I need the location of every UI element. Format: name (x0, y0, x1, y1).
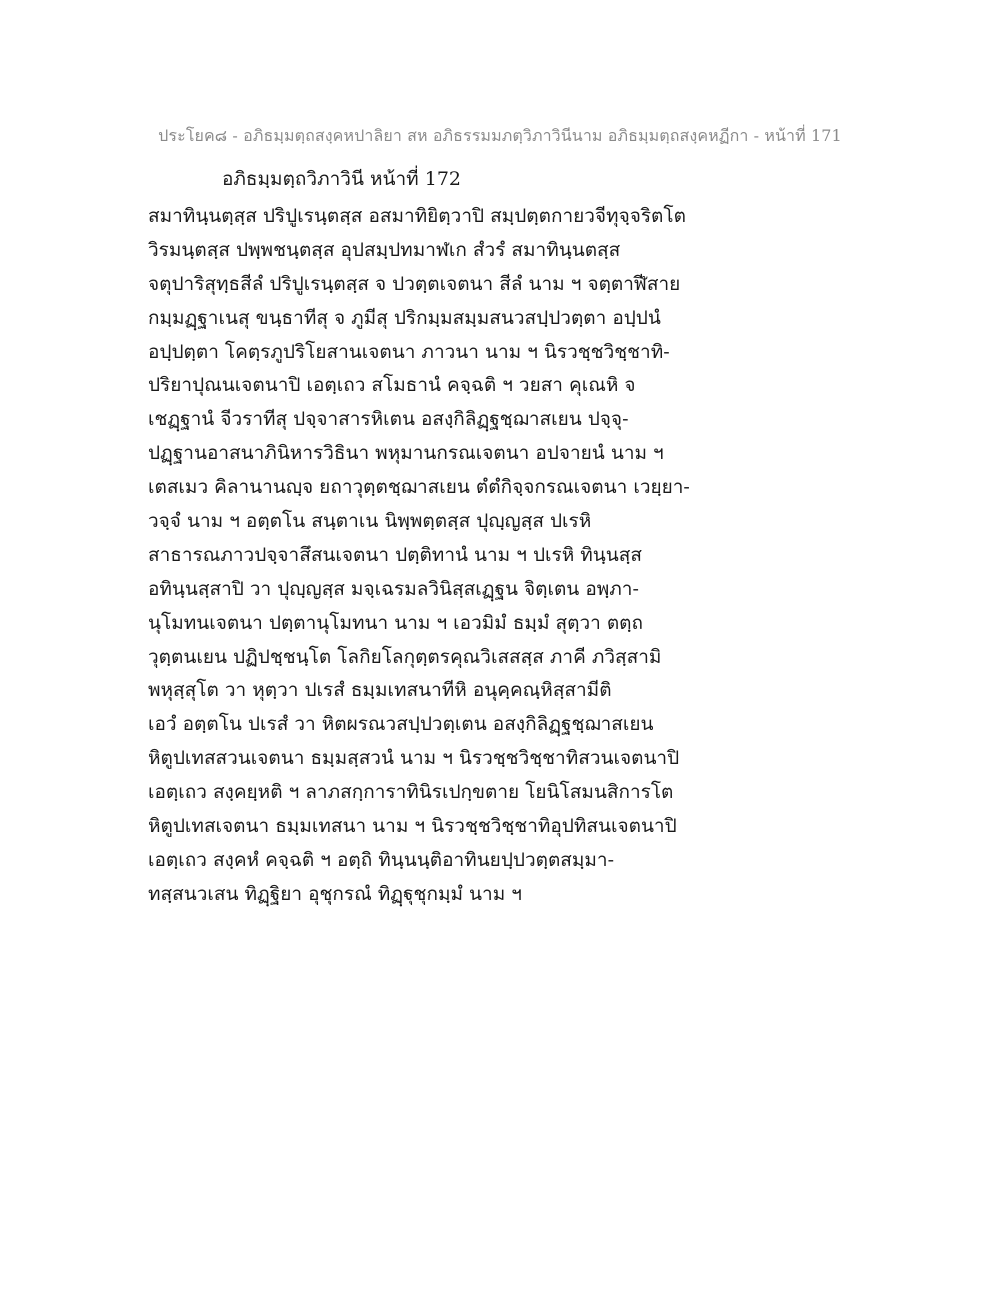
text-line: จตุปาริสุทฺธสีลํ ปริปูเรนฺตสฺส จ ปวตฺตเจตนา สีลํ นาม ฯ จตฺตาฬีสาย (148, 272, 681, 295)
text-line: ปฏฺฐานอาสนาภินิหารวิธินา พหุมานกรณเจตนา อปจายนํ นาม ฯ (148, 442, 664, 465)
text-line: เอตฺเถว สงฺคยฺหติ ฯ ลาภสกฺการาทินิรเปกฺขตาย โยนิโสมนสิการโต (148, 781, 674, 804)
text-line: เตสเมว คิลานานญฺจ ยถาวุตฺตชฺฌาสเยน ตํตํกิจฺจกรณเจตนา เวยฺยา- (148, 476, 690, 499)
text-line: เอวํ อตฺตโน ปเรสํ วา หิตผรณวสปฺปวตฺเตน อสงฺกิลิฏฺฐชฺฌาสเยน (148, 713, 654, 736)
text-line: พหุสฺสุโต วา หุตฺวา ปเรสํ ธมฺมเทสนาทีหิ อนุคฺคณฺหิสฺสามีติ (148, 679, 612, 702)
text-line: หิตูปเทสเจตนา ธมฺมเทสนา นาม ฯ นิรวชฺชวิชฺชาทิอุปทิสนเจตนาปิ (148, 815, 677, 838)
text-line: สมาทินฺนตฺสฺส ปริปูเรนฺตสฺส อสมาทิยิตฺวาปิ สมฺปตฺตกายวจีทุจฺจริตโต (148, 205, 686, 227)
text-line: วุตฺตนเยน ปฏิปชฺชนฺโต โลกิยโลกุตฺตรคุณวิเสสสฺส ภาคี ภวิสฺสามิ (148, 645, 662, 668)
text-line: วจฺจํ นาม ฯ อตฺตโน สนฺตาเน นิพฺพตฺตสฺส ปุญฺญสฺส ปเรหิ (148, 510, 592, 533)
text-line: หิตูปเทสสวนเจตนา ธมฺมสฺสวนํ นาม ฯ นิรวชฺชวิชฺชาทิสวนเจตนาปิ (148, 747, 680, 770)
text-line: อทินฺนสฺสาปิ วา ปุญฺญสฺส มจฺเฉรมลวินิสฺสเฏฺฐน จิตฺเตน อพฺภา- (148, 577, 639, 600)
text-line: นุโมทนเจตนา ปตฺตานุโมทนา นาม ฯ เอวมิมํ ธมฺมํ สุตฺวา ตตฺถ (148, 611, 644, 634)
body-text (148, 202, 848, 914)
text-line: สาธารณภาวปจฺจาสึสนเจตนา ปตฺติทานํ นาม ฯ ปเรหิ ทินฺนสฺส (148, 543, 642, 566)
text-line: เอตฺเถว สงฺคหํ คจฺฉติ ฯ อตฺถิ ทินฺนนฺติอาทินยปฺปวตฺตสมฺมา- (148, 848, 615, 871)
text-line: ทสฺสนวเสน ทิฏฺฐิยา อุชุกรณํ ทิฏฺฐุชุกมฺมํ นาม ฯ (148, 882, 522, 905)
text-line: กมฺมฏฺฐาเนสุ ขนฺธาทีสุ จ ภูมีสุ ปริกมฺมสมฺมสนวสปฺปวตฺตา อปฺปนํ (148, 306, 661, 329)
text-line: เชฏฺฐานํ จีวราทีสุ ปจฺจาสารหิเตน อสงฺกิลิฏฺฐชฺฌาสเยน ปจฺจุ- (148, 408, 629, 431)
text-line: วิรมนฺตสฺส ปพฺพชนฺตสฺส อุปสมฺปทมาฬเก สํวรํ สมาทินฺนตสฺส (148, 238, 621, 261)
text-line: อปฺปตฺตา โคตฺรภูปริโยสานเจตนา ภาวนา นาม ฯ นิรวชฺชวิชฺชาทิ- (148, 340, 670, 363)
page-heading: อภิธมฺมตฺถวิภาวินี หน้าที่ 172 (222, 168, 461, 190)
text-line: ปริยาปุณนเจตนาปิ เอตฺเถว สโมธานํ คจฺฉติ ฯ วยสา คุเณหิ จ (148, 374, 636, 397)
running-header: ประโยค๘ - อภิธมฺมตฺถสงฺคหปาลิยา สห อภิธรรมมภตฺวิภาวินีนาม อภิธมฺมตฺถสงฺคหฏีกา - หน้าที่ 171 (158, 126, 842, 145)
